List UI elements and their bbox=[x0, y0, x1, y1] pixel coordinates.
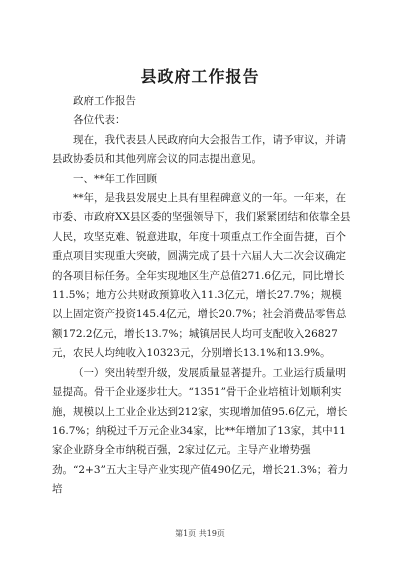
section-heading-review: 一、**年工作回顾 bbox=[73, 172, 157, 185]
paragraph-salutation: 各位代表： bbox=[73, 114, 126, 127]
paragraph-heading: 政府工作报告 bbox=[73, 95, 136, 107]
page-number-footer: 第1页 共19页 bbox=[175, 529, 225, 538]
document-title: 县政府工作报告 bbox=[140, 67, 260, 86]
paragraph-review-summary: **年，是我县发展史上具有里程碑意义的一年。一年来，在市委、市政府XX县区委的坚强领导下，我们紧紧团结和依靠全县人民，攻坚克难、锐意进取，年度十项重点工作全面告捷，百个重点项目实现重大突破，圆满完成了县十六届人大二次会议确定的各项目标任务。全年实现地区生产总值271.6亿元，同比增长11.5%；地方公共财政预算收入11.3亿元，增长27.7%；规模以上固定资产投资145.4亿元，增长20.7%；社会消费品零售总额172.2亿元，增长13.7%；城镇居民人均可支配收入26827元，农民人均纯收入10323元，分别增长13.1%和13.9%。 bbox=[52, 192, 351, 360]
document-body bbox=[52, 92, 352, 500]
paragraph-transformation: （一）突出转型升级，发展质量显著提升。工业运行质量明显提高。骨干企业逐步壮大。“1351”骨干企业培植计划顺利实施，规模以上工业企业达到212家，实现增加值95.6亿元，增长16.7%；纳税过千万元企业34家，比**年增加了13家，其中11家企业跻身全市纳税百强，2家过亿元。主导产业增势强劲。“2+3”五大主导产业实现产值490亿元，增长21.3%；着力培 bbox=[52, 366, 349, 496]
paragraph-intro: 现在，我代表县人民政府向大会报告工作，请予审议，并请县政协委员和其他列席会议的同志提出意见。 bbox=[52, 133, 346, 166]
